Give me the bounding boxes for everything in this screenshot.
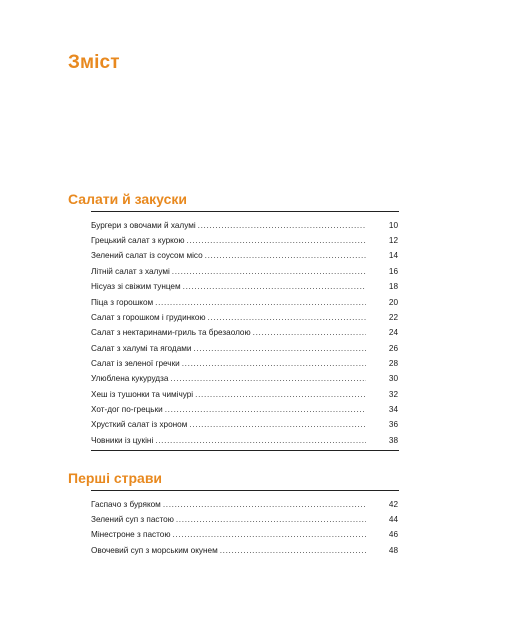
entry-title: Салат з халумі та ягодами — [91, 343, 192, 353]
entry-page-number: 28 — [388, 358, 398, 368]
entry-title: Гаспачо з буряком — [91, 499, 161, 509]
entry-title: Салат із зеленої гречки — [91, 358, 180, 368]
entry-page-number: 36 — [388, 420, 398, 430]
entry-page-number: 20 — [388, 297, 398, 307]
toc-entry[interactable] — [91, 356, 398, 371]
entry-title: Хрусткий салат із хроном — [91, 420, 188, 430]
toc-entry[interactable] — [91, 497, 398, 512]
entry-title: Нісуаз зі свіжим тунцем — [91, 282, 181, 292]
entry-title: Бургери з овочами й халумі — [91, 220, 196, 230]
dot-leader — [220, 543, 366, 558]
dot-leader — [163, 497, 366, 512]
dot-leader — [205, 248, 366, 263]
dot-leader — [155, 433, 366, 448]
toc-list — [68, 497, 398, 558]
entry-page-number: 46 — [388, 530, 398, 540]
entry-page-number: 26 — [388, 343, 398, 353]
entry-title: Зелений салат із соусом місо — [91, 251, 203, 261]
toc-entry[interactable] — [91, 264, 398, 279]
entry-title: Піца з горошком — [91, 297, 154, 307]
entry-page-number: 14 — [388, 251, 398, 261]
section-top-rule — [91, 490, 399, 491]
toc-entry[interactable] — [91, 417, 398, 432]
toc-entry[interactable] — [91, 512, 398, 527]
toc-entry[interactable] — [91, 341, 398, 356]
entry-page-number: 34 — [388, 404, 398, 414]
toc-section-salads — [68, 191, 398, 451]
toc-entry[interactable] — [91, 248, 398, 263]
toc-entry[interactable] — [91, 279, 398, 294]
entry-page-number: 42 — [388, 499, 398, 509]
entry-page-number: 32 — [388, 389, 398, 399]
entry-title: Салат з нектаринами-гриль та брезаолою — [91, 328, 251, 338]
entry-page-number: 18 — [388, 282, 398, 292]
section-heading: Перші страви — [68, 470, 163, 486]
dot-leader — [172, 264, 366, 279]
dot-leader — [172, 527, 366, 542]
toc-entry[interactable] — [91, 218, 398, 233]
toc-entry[interactable] — [91, 295, 398, 310]
entry-page-number: 44 — [388, 515, 398, 525]
toc-entry[interactable] — [91, 371, 398, 386]
toc-entry[interactable] — [91, 402, 398, 417]
entry-title: Зелений суп з пастою — [91, 515, 174, 525]
dot-leader — [182, 356, 366, 371]
entry-title: Човники із цукіні — [91, 435, 154, 445]
toc-list — [68, 218, 398, 448]
entry-page-number: 12 — [388, 236, 398, 246]
dot-leader — [187, 233, 367, 248]
dot-leader — [195, 387, 366, 402]
dot-leader — [165, 402, 366, 417]
section-top-rule — [91, 211, 399, 212]
entry-page-number: 10 — [388, 220, 398, 230]
toc-entry[interactable] — [91, 325, 398, 340]
toc-section-soups — [68, 470, 398, 558]
dot-leader — [155, 295, 366, 310]
dot-leader — [170, 371, 366, 386]
section-bottom-rule — [91, 450, 399, 451]
entry-title: Хот-дог по-грецьки — [91, 404, 163, 414]
entry-page-number: 16 — [388, 266, 398, 276]
dot-leader — [253, 325, 366, 340]
entry-page-number: 24 — [388, 328, 398, 338]
dot-leader — [198, 218, 366, 233]
entry-title: Салат з горошком і грудинкою — [91, 312, 206, 322]
dot-leader — [208, 310, 366, 325]
entry-title: Мінестроне з пастою — [91, 530, 171, 540]
entry-title: Овочевий суп з морським окунем — [91, 545, 218, 555]
entry-title: Грецький салат з куркою — [91, 236, 185, 246]
entry-page-number: 30 — [388, 374, 398, 384]
toc-entry[interactable] — [91, 233, 398, 248]
toc-entry[interactable] — [91, 543, 398, 558]
toc-entry[interactable] — [91, 433, 398, 448]
entry-page-number: 38 — [388, 435, 398, 445]
entry-title: Улюблена кукурудза — [91, 374, 169, 384]
toc-entry[interactable] — [91, 310, 398, 325]
entry-title: Літній салат з халумі — [91, 266, 170, 276]
toc-entry[interactable] — [91, 387, 398, 402]
dot-leader — [183, 279, 366, 294]
dot-leader — [176, 512, 366, 527]
entry-title: Хеш із тушонки та чимічурі — [91, 389, 194, 399]
entry-page-number: 48 — [388, 545, 398, 555]
toc-entry[interactable] — [91, 527, 398, 542]
dot-leader — [189, 417, 366, 432]
section-heading: Салати й закуски — [68, 191, 187, 207]
entry-page-number: 22 — [388, 312, 398, 322]
page-title: Зміст — [68, 52, 120, 73]
dot-leader — [193, 341, 366, 356]
